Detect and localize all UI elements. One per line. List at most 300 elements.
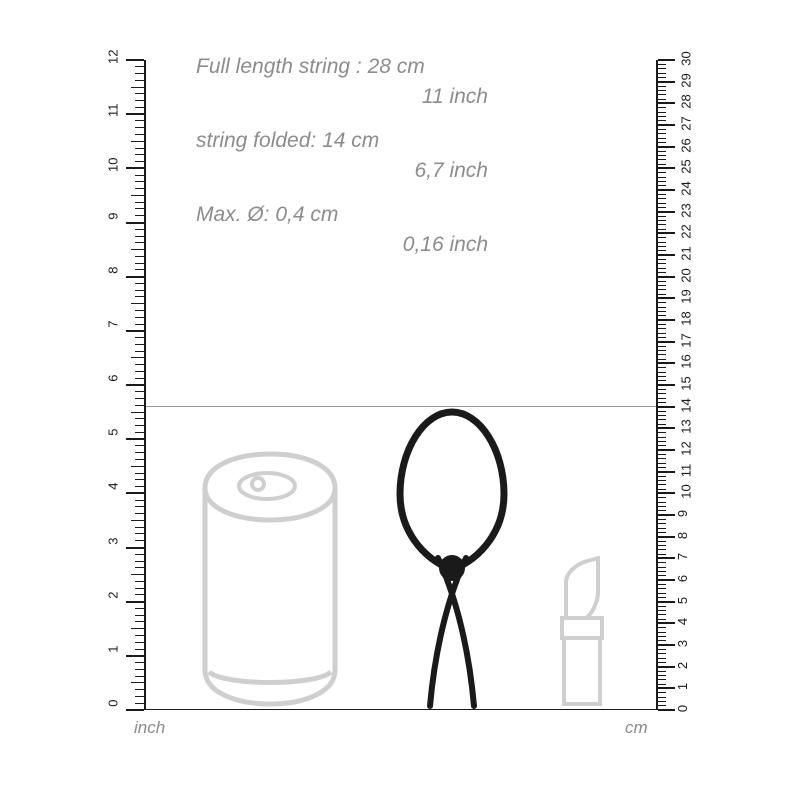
ruler-tick [658,549,666,550]
ruler-tick [135,662,144,663]
ruler-tick [658,554,666,555]
ruler-tick-label: 12 [105,49,121,64]
ruler-tick [135,405,144,406]
ruler-tick [126,167,144,169]
ruler-tick [658,709,675,711]
ruler-tick [658,471,675,473]
ruler-tick [126,276,144,278]
ruler-tick [658,185,666,186]
ruler-tick [135,567,144,568]
ruler-tick [658,133,666,134]
ruler-tick-label: 20 [678,267,694,283]
cm-ruler [622,51,694,713]
ruler-tick [658,224,666,225]
ruler-tick [658,376,666,377]
ruler-tick [658,649,666,650]
ruler-tick [658,73,666,74]
ruler-tick [658,229,666,230]
ruler-tick-label: 23 [678,202,694,218]
ruler-tick [135,317,144,318]
ruler-tick [658,506,666,507]
ruler-tick [658,627,666,628]
ruler-tick [135,256,144,257]
ruler-tick [135,649,144,650]
ruler-tick [658,86,666,87]
ruler-tick-label: 19 [678,289,694,305]
ruler-tick [658,562,666,563]
ruler-tick [135,127,144,128]
ruler-tick [658,194,666,195]
ruler-tick [658,484,666,485]
ruler-tick-label: 4 [675,618,691,626]
ruler-tick [135,120,144,121]
ruler-tick [658,437,666,438]
ruler-tick [658,393,666,394]
ruler-tick [135,479,144,480]
ruler-tick [135,351,144,352]
ruler-tick [658,536,675,538]
ruler-tick [658,311,666,312]
ruler-tick [658,497,666,498]
ruler-tick [135,188,144,189]
ruler-tick [658,671,666,672]
ruler-tick [658,164,666,165]
ruler-tick [658,588,666,589]
ruler-tick [658,64,666,65]
ruler-tick [135,229,144,230]
ruler-tick-label: 9 [105,212,121,220]
ruler-tick [658,315,666,316]
ruler-tick [658,146,675,148]
ruler-tick [658,250,666,251]
ruler-tick [658,254,675,256]
ruler-tick [135,500,144,501]
spec-row-folded [196,126,526,186]
ruler-tick [658,189,675,191]
ruler-tick [658,181,666,182]
ruler-tick [658,449,675,451]
ruler-tick [131,357,144,358]
ruler-tick [658,644,675,646]
ruler-tick-label: 5 [675,596,691,604]
ruler-tick [135,608,144,609]
ruler-tick-label: 12 [678,441,694,456]
ruler-tick [135,486,144,487]
ruler-tick [135,371,144,372]
ruler-tick [658,328,666,329]
ruler-tick [658,445,666,446]
ruler-tick-label: 25 [678,159,694,175]
ruler-tick [658,337,666,338]
ruler-tick-label: 7 [105,320,121,328]
product-illustration [382,398,522,714]
inch-ruler-axis [144,60,146,710]
ruler-tick [135,527,144,528]
ruler-tick [135,364,144,365]
ruler-tick [658,90,666,91]
ruler-tick-label: 2 [675,661,691,669]
ruler-tick [135,263,144,264]
specification-text [196,52,526,274]
ruler-tick [658,610,666,611]
ruler-tick-label: 6 [105,374,121,382]
ruler-tick [658,294,666,295]
ruler-tick [126,655,144,657]
ruler-tick [135,689,144,690]
ruler-tick [658,81,675,83]
ruler-tick [135,703,144,704]
ruler-tick [135,242,144,243]
ruler-tick-label: 8 [105,266,121,274]
ruler-tick [658,242,666,243]
spec-full-length-line2: 11 inch [421,85,488,108]
ruler-tick [658,402,666,403]
ruler-tick [135,73,144,74]
ruler-tick [135,696,144,697]
ruler-tick [135,594,144,595]
spec-row-diameter [196,200,526,260]
ruler-tick [658,411,666,412]
ruler-tick [135,80,144,81]
spec-diameter-line1: Max. Ø: 0,4 cm [196,203,339,226]
ruler-tick-label: 11 [678,463,694,477]
ruler-tick [658,597,666,598]
ruler-tick [135,561,144,562]
ruler-tick-label: 21 [678,246,694,261]
ruler-tick [135,269,144,270]
ruler-tick [126,384,144,386]
ruler-tick [131,141,144,142]
ruler-tick [658,575,666,576]
ruler-tick [658,268,666,269]
ruler-tick [135,533,144,534]
cm-unit-label: cm [625,718,648,737]
ruler-tick [135,107,144,108]
ruler-tick-label: 16 [678,354,694,370]
ruler-tick-label: 3 [105,537,121,545]
ruler-tick [131,682,144,683]
ruler-tick [135,154,144,155]
ruler-tick [135,506,144,507]
ruler-tick [135,418,144,419]
ruler-tick [658,606,666,607]
spec-diameter-line2: 0,16 inch [402,233,488,256]
ruler-tick-label: 7 [675,553,691,561]
ruler-tick-label: 1 [675,683,691,691]
ruler-tick [135,181,144,182]
ruler-tick [135,175,144,176]
ruler-tick [658,432,666,433]
ruler-tick [126,438,144,440]
ruler-tick [135,676,144,677]
ruler-tick [135,215,144,216]
ruler-tick [658,198,666,199]
ruler-tick [658,129,666,130]
ruler-tick [658,302,666,303]
ruler-tick [658,532,666,533]
ruler-tick [658,389,666,390]
ruler-tick [658,415,666,416]
ruler-tick [658,276,675,278]
spec-full-length-line1: Full length string : 28 cm [196,55,425,78]
ruler-tick [135,324,144,325]
ruler-tick [131,520,144,521]
ruler-tick [135,290,144,291]
ruler-tick-label: 24 [678,181,694,196]
ruler-tick [135,588,144,589]
ruler-tick [658,458,666,459]
spec-folded-line1: string folded: 14 cm [196,129,380,152]
ruler-tick [135,669,144,670]
ruler-tick [135,425,144,426]
ruler-tick [658,398,666,399]
ruler-tick [131,87,144,88]
ruler-tick [658,297,675,299]
ruler-tick [658,419,666,420]
ruler-tick [658,632,666,633]
ruler-tick [658,666,675,668]
ruler-tick [126,547,144,549]
ruler-tick [135,581,144,582]
ruler-tick [658,653,666,654]
ruler-tick [658,687,675,689]
ruler-tick [135,296,144,297]
ruler-tick [135,445,144,446]
ruler-tick [658,684,666,685]
ruler-tick [658,167,675,169]
ruler-tick [135,459,144,460]
ruler-tick [658,662,666,663]
spec-row-full-length [196,52,526,112]
ruler-tick [135,134,144,135]
ruler-tick [658,441,666,442]
ruler-tick [131,412,144,413]
ruler-tick [658,237,666,238]
ruler-tick [135,310,144,311]
ruler-tick [135,93,144,94]
ruler-tick [658,427,675,429]
ruler-tick [658,116,666,117]
ruler-tick [135,344,144,345]
ruler-tick [658,705,666,706]
ruler-tick [658,658,666,659]
ruler-tick [658,259,666,260]
ruler-tick-label: 13 [678,419,694,435]
ruler-tick [131,628,144,629]
ruler-tick [658,354,666,355]
ruler-tick-label: 30 [678,51,694,66]
ruler-tick [658,68,666,69]
ruler-tick [658,480,666,481]
inch-unit-label: inch [134,718,166,737]
ruler-tick [658,124,675,126]
ruler-tick [658,384,675,386]
ruler-tick [135,208,144,209]
ruler-tick [131,303,144,304]
ruler-tick [658,692,666,693]
ruler-tick [658,567,666,568]
ruler-tick [658,619,666,620]
ruler-tick [658,102,675,104]
ruler-tick [658,380,666,381]
ruler-tick [131,574,144,575]
ruler-tick [658,571,666,572]
ruler-tick [658,679,666,680]
ruler-tick [135,202,144,203]
ruler-tick [135,473,144,474]
ruler-tick [658,601,675,603]
ruler-tick [658,492,675,494]
ruler-tick [658,207,666,208]
ruler-tick [658,151,666,152]
ruler-tick [658,467,666,468]
ruler-tick [658,367,666,368]
ruler-tick [135,148,144,149]
ruler-tick [658,172,666,173]
ruler-tick [658,216,666,217]
ruler-tick [658,142,666,143]
ruler-tick [658,350,666,351]
ruler-tick-label: 1 [105,645,121,653]
ruler-tick [658,545,666,546]
ruler-tick [658,177,666,178]
ruler-tick [135,452,144,453]
ruler-tick [658,463,666,464]
ruler-tick-label: 28 [678,94,694,110]
ruler-tick [126,222,144,224]
ruler-tick [135,513,144,514]
ruler-tick [658,406,675,408]
ruler-tick-label: 27 [678,116,694,131]
ruler-tick [658,112,666,113]
ruler-tick [658,519,666,520]
ruler-tick-label: 15 [678,376,694,391]
ruler-tick [135,100,144,101]
ruler-tick [131,466,144,467]
inch-ruler [105,49,180,710]
ruler-tick [135,391,144,392]
ruler-tick [135,621,144,622]
ruler-tick [658,281,666,282]
ruler-tick-label: 11 [105,103,121,118]
ruler-tick [135,236,144,237]
ruler-tick-label: 26 [678,137,694,153]
ruler-tick-label: 22 [678,224,694,240]
ruler-tick [658,324,666,325]
ruler-tick [126,492,144,494]
ruler-tick-label: 10 [678,484,694,500]
ruler-tick [658,155,666,156]
ruler-tick-label: 18 [678,311,694,326]
ruler-tick [135,337,144,338]
soda-can-silhouette [195,448,345,710]
ruler-tick [658,246,666,247]
ruler-tick [658,359,666,360]
ruler-tick [658,502,666,503]
ruler-tick [135,635,144,636]
ruler-tick [658,476,666,477]
ruler-tick [658,636,666,637]
ruler-tick-label: 5 [105,428,121,436]
ruler-tick [658,211,675,213]
ruler-tick [126,709,144,711]
ruler-tick [658,346,666,347]
ruler-tick [658,138,666,139]
ruler-tick [131,195,144,196]
ruler-tick-label: 29 [678,72,694,88]
ruler-tick [658,593,666,594]
ruler-tick [658,319,675,321]
ruler-tick-label: 0 [105,699,121,707]
ruler-tick [658,579,675,581]
ruler-tick [658,341,675,343]
ruler-tick [126,330,144,332]
ruler-tick [658,59,675,61]
ruler-tick [658,362,675,364]
ruler-tick [658,541,666,542]
ruler-tick [658,107,666,108]
ruler-tick [658,159,666,160]
ruler-tick [658,514,675,516]
ruler-tick [658,94,666,95]
ruler-tick [135,540,144,541]
ruler-tick-label: 14 [678,397,694,413]
ruler-tick [126,59,144,61]
ruler-tick-label: 6 [675,574,691,583]
ruler-tick [658,640,666,641]
ruler-tick [658,372,666,373]
ruler-tick [135,554,144,555]
ruler-tick-label: 0 [675,704,691,713]
ruler-tick [131,249,144,250]
ruler-tick [658,203,666,204]
ruler-tick [658,289,666,290]
ruler-tick [658,557,675,559]
ruler-tick [126,601,144,603]
ruler-tick-label: 10 [105,157,121,173]
ruler-tick [658,220,666,221]
ruler-tick-label: 4 [105,482,121,491]
ruler-tick-label: 9 [675,509,691,518]
ruler-tick [658,454,666,455]
ruler-tick [658,263,666,264]
ruler-tick [658,77,666,78]
ruler-tick [658,701,666,702]
ruler-tick [658,120,666,121]
ruler-tick [658,584,666,585]
ruler-tick [135,161,144,162]
ruler-tick [135,398,144,399]
ruler-tick [658,272,666,273]
ruler-tick-label: 3 [675,639,691,648]
ruler-tick [135,642,144,643]
ruler-tick [658,675,666,676]
ruler-tick [658,333,666,334]
ruler-tick [658,614,666,615]
ruler-tick [658,622,675,624]
spec-folded-line2: 6,7 inch [414,159,488,182]
ruler-tick [658,697,666,698]
ruler-tick [135,66,144,67]
ruler-tick [126,113,144,115]
ruler-tick [658,424,666,425]
ruler-tick [658,528,666,529]
ruler-tick [658,99,666,100]
ruler-tick [658,307,666,308]
ruler-tick [658,523,666,524]
ruler-tick [135,432,144,433]
ruler-tick-label: 2 [105,591,121,599]
